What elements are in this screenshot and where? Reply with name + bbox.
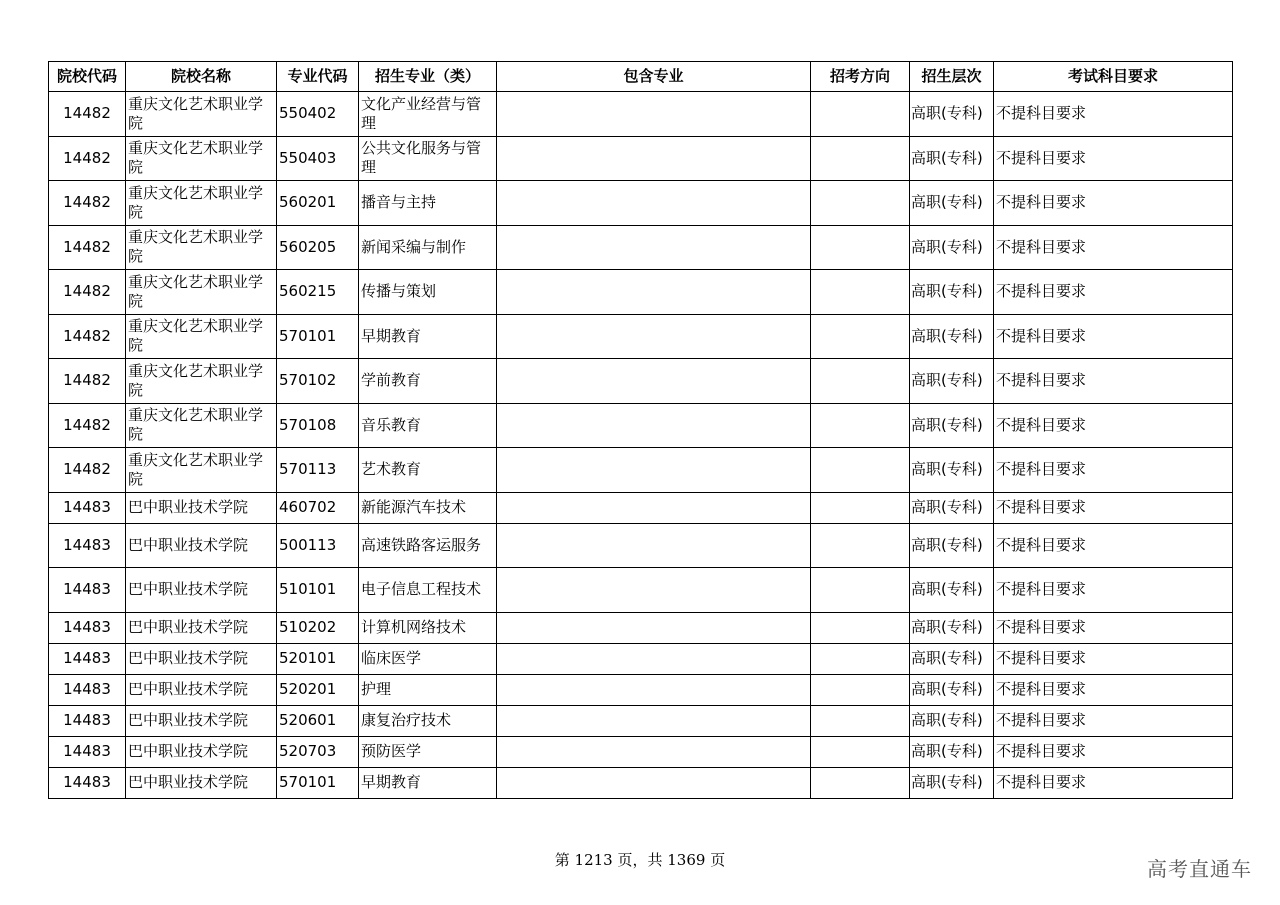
cell-school-code: 14483 (49, 568, 126, 613)
cell-includes (497, 523, 811, 568)
cell-direction (811, 643, 910, 674)
cell-direction (811, 674, 910, 705)
cell-direction (811, 568, 910, 613)
cell-major: 护理 (359, 674, 497, 705)
table-row (49, 359, 1233, 404)
cell-school-code: 14483 (49, 643, 126, 674)
cell-includes (497, 492, 811, 523)
page-footer: 第 1213 页，共 1369 页 (554, 851, 726, 869)
header-major-code: 专业代码 (277, 62, 359, 92)
cell-level: 高职(专科) (910, 705, 994, 736)
cell-major: 计算机网络技术 (359, 612, 497, 643)
table-row (49, 181, 1233, 226)
cell-level: 高职(专科) (910, 736, 994, 767)
cell-school-name: 重庆文化艺术职业学院 (126, 270, 277, 315)
cell-includes (497, 181, 811, 226)
table-header (49, 62, 1233, 92)
cell-requirement: 不提科目要求 (994, 612, 1233, 643)
cell-level: 高职(专科) (910, 448, 994, 493)
cell-requirement: 不提科目要求 (994, 225, 1233, 270)
table-row (49, 568, 1233, 613)
cell-direction (811, 181, 910, 226)
cell-major-code: 560201 (277, 181, 359, 226)
cell-direction (811, 523, 910, 568)
cell-requirement: 不提科目要求 (994, 314, 1233, 359)
cell-includes (497, 736, 811, 767)
cell-level: 高职(专科) (910, 270, 994, 315)
header-requirement: 考试科目要求 (994, 62, 1233, 92)
cell-school-name: 巴中职业技术学院 (126, 612, 277, 643)
cell-major-code: 500113 (277, 523, 359, 568)
cell-school-name: 巴中职业技术学院 (126, 643, 277, 674)
cell-school-code: 14483 (49, 705, 126, 736)
cell-requirement: 不提科目要求 (994, 523, 1233, 568)
cell-school-name: 巴中职业技术学院 (126, 674, 277, 705)
cell-direction (811, 270, 910, 315)
table-row (49, 92, 1233, 137)
cell-school-code: 14482 (49, 92, 126, 137)
cell-level: 高职(专科) (910, 359, 994, 404)
cell-school-code: 14483 (49, 674, 126, 705)
header-direction: 招考方向 (811, 62, 910, 92)
cell-includes (497, 674, 811, 705)
cell-major-code: 520101 (277, 643, 359, 674)
cell-includes (497, 612, 811, 643)
cell-direction (811, 92, 910, 137)
header-school-code: 院校代码 (49, 62, 126, 92)
cell-level: 高职(专科) (910, 492, 994, 523)
cell-level: 高职(专科) (910, 225, 994, 270)
cell-major: 康复治疗技术 (359, 705, 497, 736)
cell-school-name: 重庆文化艺术职业学院 (126, 359, 277, 404)
cell-major-code: 550403 (277, 136, 359, 181)
cell-direction (811, 736, 910, 767)
cell-level: 高职(专科) (910, 136, 994, 181)
cell-includes (497, 643, 811, 674)
cell-major: 电子信息工程技术 (359, 568, 497, 613)
table-row (49, 612, 1233, 643)
cell-school-code: 14482 (49, 359, 126, 404)
cell-major-code: 460702 (277, 492, 359, 523)
table-row (49, 523, 1233, 568)
cell-level: 高职(专科) (910, 568, 994, 613)
cell-major-code: 570113 (277, 448, 359, 493)
cell-requirement: 不提科目要求 (994, 270, 1233, 315)
cell-major: 播音与主持 (359, 181, 497, 226)
cell-includes (497, 225, 811, 270)
header-school-name: 院校名称 (126, 62, 277, 92)
cell-school-name: 重庆文化艺术职业学院 (126, 314, 277, 359)
table-row (49, 403, 1233, 448)
header-row (49, 62, 1233, 92)
cell-school-code: 14482 (49, 270, 126, 315)
header-level: 招生层次 (910, 62, 994, 92)
cell-level: 高职(专科) (910, 767, 994, 798)
table-row (49, 643, 1233, 674)
cell-major: 公共文化服务与管理 (359, 136, 497, 181)
cell-level: 高职(专科) (910, 92, 994, 137)
cell-school-code: 14483 (49, 767, 126, 798)
cell-includes (497, 448, 811, 493)
admission-table (48, 61, 1233, 799)
table-row (49, 448, 1233, 493)
cell-major: 高速铁路客运服务 (359, 523, 497, 568)
table-row (49, 674, 1233, 705)
cell-school-name: 重庆文化艺术职业学院 (126, 403, 277, 448)
cell-school-name: 重庆文化艺术职业学院 (126, 92, 277, 137)
cell-school-code: 14483 (49, 523, 126, 568)
cell-major-code: 550402 (277, 92, 359, 137)
cell-major-code: 570108 (277, 403, 359, 448)
cell-level: 高职(专科) (910, 403, 994, 448)
cell-direction (811, 612, 910, 643)
cell-requirement: 不提科目要求 (994, 92, 1233, 137)
cell-major: 文化产业经营与管理 (359, 92, 497, 137)
cell-major: 艺术教育 (359, 448, 497, 493)
cell-direction (811, 403, 910, 448)
cell-level: 高职(专科) (910, 181, 994, 226)
cell-major: 预防医学 (359, 736, 497, 767)
cell-requirement: 不提科目要求 (994, 181, 1233, 226)
cell-level: 高职(专科) (910, 523, 994, 568)
cell-direction (811, 359, 910, 404)
cell-school-code: 14482 (49, 136, 126, 181)
watermark-logo: 高考直通车 (1147, 857, 1252, 881)
cell-major-code: 520703 (277, 736, 359, 767)
cell-level: 高职(专科) (910, 314, 994, 359)
cell-school-code: 14482 (49, 448, 126, 493)
header-major: 招生专业（类） (359, 62, 497, 92)
cell-major-code: 520601 (277, 705, 359, 736)
cell-major-code: 520201 (277, 674, 359, 705)
cell-level: 高职(专科) (910, 612, 994, 643)
cell-major: 新闻采编与制作 (359, 225, 497, 270)
cell-requirement: 不提科目要求 (994, 736, 1233, 767)
cell-school-name: 巴中职业技术学院 (126, 523, 277, 568)
cell-major: 新能源汽车技术 (359, 492, 497, 523)
cell-includes (497, 136, 811, 181)
table-row (49, 492, 1233, 523)
cell-includes (497, 92, 811, 137)
cell-major: 早期教育 (359, 767, 497, 798)
cell-major-code: 570101 (277, 767, 359, 798)
cell-school-name: 巴中职业技术学院 (126, 767, 277, 798)
cell-major-code: 510101 (277, 568, 359, 613)
cell-major-code: 560205 (277, 225, 359, 270)
cell-includes (497, 359, 811, 404)
cell-school-name: 巴中职业技术学院 (126, 705, 277, 736)
table-row (49, 767, 1233, 798)
cell-level: 高职(专科) (910, 674, 994, 705)
cell-level: 高职(专科) (910, 643, 994, 674)
cell-includes (497, 568, 811, 613)
cell-direction (811, 314, 910, 359)
cell-school-name: 巴中职业技术学院 (126, 492, 277, 523)
cell-requirement: 不提科目要求 (994, 492, 1233, 523)
cell-requirement: 不提科目要求 (994, 568, 1233, 613)
cell-requirement: 不提科目要求 (994, 705, 1233, 736)
admission-table-container (48, 61, 1232, 799)
cell-school-code: 14482 (49, 403, 126, 448)
cell-school-name: 巴中职业技术学院 (126, 736, 277, 767)
cell-major-code: 570101 (277, 314, 359, 359)
table-row (49, 736, 1233, 767)
cell-school-code: 14483 (49, 736, 126, 767)
cell-requirement: 不提科目要求 (994, 674, 1233, 705)
cell-includes (497, 705, 811, 736)
cell-school-code: 14482 (49, 314, 126, 359)
cell-major-code: 510202 (277, 612, 359, 643)
cell-includes (497, 314, 811, 359)
cell-includes (497, 767, 811, 798)
cell-direction (811, 136, 910, 181)
cell-requirement: 不提科目要求 (994, 448, 1233, 493)
cell-major: 传播与策划 (359, 270, 497, 315)
cell-requirement: 不提科目要求 (994, 136, 1233, 181)
cell-major: 学前教育 (359, 359, 497, 404)
cell-requirement: 不提科目要求 (994, 359, 1233, 404)
cell-major-code: 570102 (277, 359, 359, 404)
cell-school-code: 14482 (49, 181, 126, 226)
cell-major: 早期教育 (359, 314, 497, 359)
cell-school-name: 重庆文化艺术职业学院 (126, 448, 277, 493)
table-row (49, 136, 1233, 181)
header-includes: 包含专业 (497, 62, 811, 92)
cell-school-code: 14482 (49, 225, 126, 270)
table-row (49, 225, 1233, 270)
cell-school-code: 14483 (49, 492, 126, 523)
cell-includes (497, 270, 811, 315)
cell-direction (811, 448, 910, 493)
table-row (49, 705, 1233, 736)
cell-requirement: 不提科目要求 (994, 643, 1233, 674)
cell-includes (497, 403, 811, 448)
cell-direction (811, 767, 910, 798)
cell-direction (811, 492, 910, 523)
table-body (49, 92, 1233, 799)
cell-requirement: 不提科目要求 (994, 403, 1233, 448)
cell-school-name: 重庆文化艺术职业学院 (126, 225, 277, 270)
cell-school-code: 14483 (49, 612, 126, 643)
cell-major: 音乐教育 (359, 403, 497, 448)
cell-direction (811, 705, 910, 736)
cell-requirement: 不提科目要求 (994, 767, 1233, 798)
cell-major: 临床医学 (359, 643, 497, 674)
cell-direction (811, 225, 910, 270)
table-row (49, 314, 1233, 359)
cell-school-name: 巴中职业技术学院 (126, 568, 277, 613)
cell-school-name: 重庆文化艺术职业学院 (126, 181, 277, 226)
table-row (49, 270, 1233, 315)
cell-major-code: 560215 (277, 270, 359, 315)
cell-school-name: 重庆文化艺术职业学院 (126, 136, 277, 181)
